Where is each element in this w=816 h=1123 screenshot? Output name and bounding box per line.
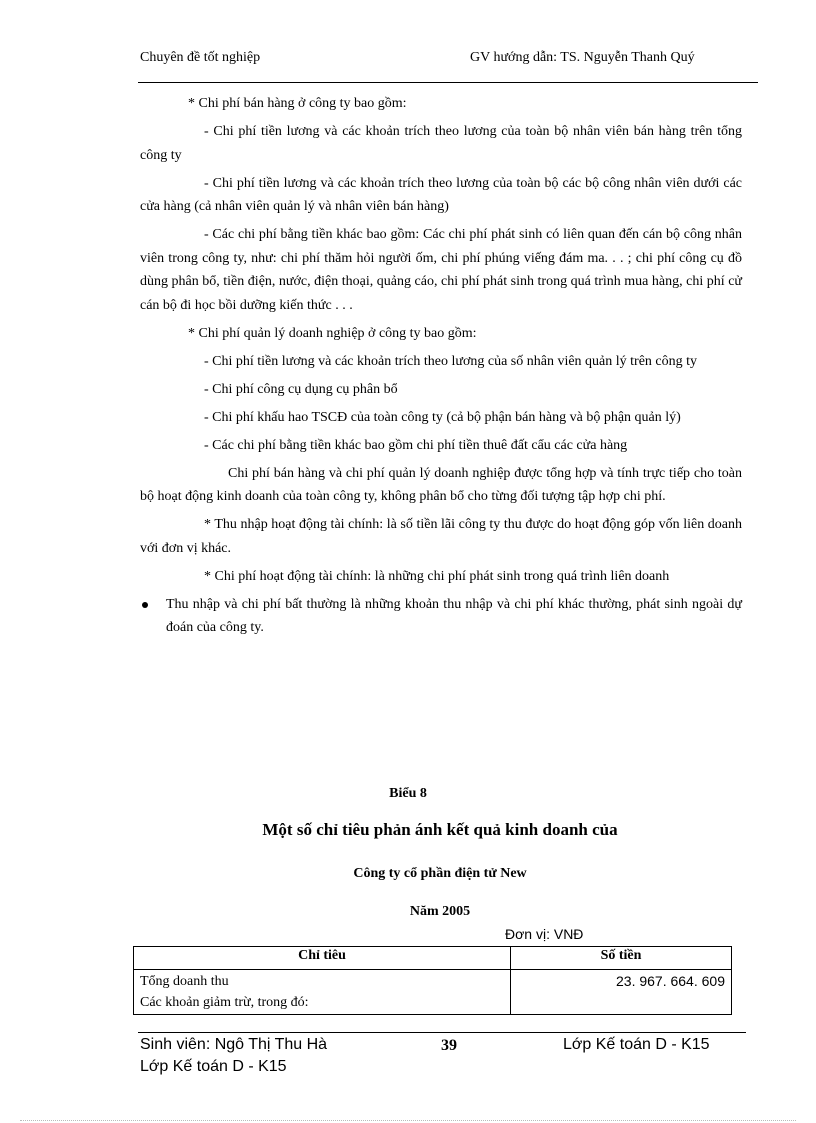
footer-class-left: Lớp Kế toán D - K15	[140, 1058, 287, 1075]
column-header-amount: Số tiền	[511, 947, 732, 970]
header-left: Chuyên đề tốt nghiệp	[140, 50, 261, 65]
paragraph: - Chi phí tiền lương và các khoản trích theo lương của toàn bộ các bộ công nhân viên dưới các cửa hàng (cả nhân viên quản lý và nhân viên bán hàng)	[140, 175, 742, 214]
header-right: GV hướng dẫn: TS. Nguyễn Thanh Quý	[470, 50, 695, 65]
footer-divider	[138, 1032, 746, 1033]
paragraph: * Chi phí hoạt động tài chính: là những chi phí phát sinh trong quá trình liên doanh	[204, 568, 670, 584]
figure-label: Biểu 8	[389, 786, 427, 801]
paragraph: - Các chi phí bằng tiền khác bao gồm chi phí tiền thuê đất cẩu các cửa hàng	[204, 437, 628, 453]
paragraph: - Chi phí khấu hao TSCĐ của toàn công ty (cả bộ phận bán hàng và bộ phận quản lý)	[204, 409, 681, 425]
results-table	[133, 946, 732, 1015]
table-row	[134, 970, 732, 1015]
paragraph: - Các chi phí bằng tiền khác bao gồm: Các chi phí phát sinh có liên quan đến cán bộ công nhân viên trong công ty, như: chi phí thăm hỏi người ốm, chi phí phúng viếng đám ma. . . ; chi phí công cụ đồ dùng phân bổ, tiền điện, nước, điện thoại, quảng cáo, chi phí phát sinh trong quá trình mua hàng, chi phí cử cán bộ đi học bồi dưỡng kiến thức . . .	[140, 227, 742, 313]
header-divider	[138, 82, 758, 83]
row-label: Tổng doanh thu	[140, 974, 229, 989]
row-value: 23. 967. 664. 609	[616, 973, 725, 989]
row-labels-cell	[134, 970, 511, 1015]
report-year: Năm 2005	[409, 904, 471, 919]
page-edge-divider	[20, 1120, 796, 1121]
bullet-text: Thu nhập và chi phí bất thường là những khoản thu nhập và chi phí khác thường, phát sinh ngoài dự đoán của công ty.	[166, 596, 742, 635]
paragraph: * Chi phí bán hàng ở công ty bao gồm:	[188, 96, 407, 111]
report-title: Một số chỉ tiêu phản ánh kết quả kinh doanh của	[262, 820, 618, 839]
page-number: 39	[441, 1037, 457, 1054]
body-text	[140, 92, 742, 644]
table-header-row	[134, 947, 732, 970]
row-label: Các khoản giảm trừ, trong đó:	[140, 995, 309, 1010]
paragraph: Chi phí bán hàng và chi phí quản lý doanh nghiệp được tổng hợp và tính trực tiếp cho toàn bộ hoạt động kinh doanh của toàn công ty, không phân bổ cho từng đối tượng tập hợp chi phí.	[140, 465, 742, 504]
column-header-indicator: Chỉ tiêu	[134, 947, 511, 970]
bullet-item	[140, 593, 742, 640]
currency-unit: Đơn vị: VNĐ	[505, 926, 584, 942]
bullet-dot-icon	[142, 602, 148, 608]
company-name: Công ty cổ phần điện tử New	[353, 866, 527, 881]
footer-class-right: Lớp Kế toán D - K15	[563, 1036, 710, 1053]
paragraph: - Chi phí công cụ dụng cụ phân bổ	[204, 381, 398, 397]
footer-student: Sinh viên: Ngô Thị Thu Hà	[140, 1036, 328, 1053]
paragraph: * Chi phí quản lý doanh nghiệp ở công ty bao gồm:	[188, 325, 477, 341]
row-values-cell	[511, 970, 732, 1015]
paragraph: * Thu nhập hoạt động tài chính: là số tiền lãi công ty thu được do hoạt động góp vốn liên doanh với đơn vị khác.	[140, 517, 742, 556]
paragraph: - Chi phí tiền lương và các khoản trích theo lương của toàn bộ nhân viên bán hàng trên tổng công ty	[140, 124, 742, 163]
paragraph: - Chi phí tiền lương và các khoản trích theo lương của số nhân viên quản lý trên công ty	[204, 353, 698, 369]
